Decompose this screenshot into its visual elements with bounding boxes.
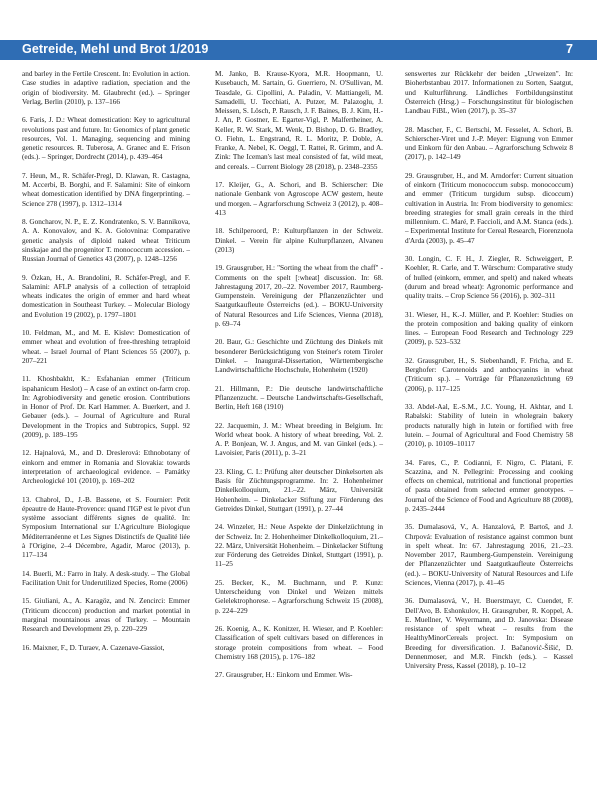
reference-entry: 27. Grausgruber, H.: Einkorn und Emmer. Wis- [215,671,353,680]
reference-column-right [405,70,573,681]
reference-entry: 32. Grausgruber, H., S. Siebenhandl, F. Fricha, and E. Berghofer: Carotenoids and anthocyanins in wheat (Triticum sp.). – Vorträge für Pflanzenzüchtung 69 (2006), p. 117–125 [405,356,573,393]
journal-title: Getreide, Mehl und Brot 1/2019 [22,42,209,56]
reference-entry: 34. Fares, C., P. Codianni, F. Nigro, C. Platani, F. Scazzina, and N. Pellegrini: Processing and cooking effects on chemical, nutritional and functional properties of pasta obtained from selected emmer genotypes. – Journal of the Science of Food and Agriculture 88 (2008), p. 2435–2444 [405,458,573,513]
page-number: 7 [566,42,573,56]
reference-entry: and barley in the Fertile Crescent. In: Evolution in action. Case studies in adaptive radiation, speciation and the origin of biodiversity. M. Glaubrecht (ed.). – Springer Verlag, Berlin (2010), p. 137–166 [22,70,190,106]
reference-entry: 18. Schilperoord, P.: Kulturpflanzen in der Schweiz. Dinkel. – Verein für alpine Kulturpflanzen, Alvaneu (2013) [215,227,383,254]
reference-entry: 21. Hillmann, P.: Die deutsche landwirtschaftliche Pflanzenzucht. – Deutsche Landwirtschafts-Gesellschaft, Berlin, Heft 168 (1910) [215,384,383,411]
reference-entry: 16. Maixner, F., D. Turaev, A. Cazenave-Gassiot, [22,643,165,652]
reference-entry: 29. Grausgruber, H., and M. Arndorfer: Current situation of einkorn (Triticum monococcum subsp. monococcum) and emmer (Triticum turgidum subsp. dicoccum) cultivation in Austria. In: From biodiversity to genomics: breeding strategies for small grain cereals in the third millennium. C. Maré, P. Faccioli, and A.M. Stanca (eds.). – Experimental Institute for Cereal Research, Fiorenzuola d'Arda (2003), p. 45–47 [405,171,573,245]
reference-entry: 24. Winzeler, H.: Neue Aspekte der Dinkelzüchtung in der Schweiz. In: 2. Hohenheimer Dinkelkolloquium, 21.–22. März, Universität Hohenheim. – Dinkelacker Stiftung zur Förderung des Getreides Dinkel, Stuttgart (1991), p. 11–25 [215,523,383,569]
reference-entry: 8. Goncharov, N. P., E. Z. Kondratenko, S. V. Bannikova, A. A. Konovalov, and K. A. Golovnina: Comparative genetic analysis of diploid naked wheat Triticum sinskajae and the progenitor T. monococcum accession. – Russian Journal of Genetics 43 (2007), p. 1248–1256 [22,218,190,263]
reference-entry: 17. Kleijer, G., A. Schori, and B. Schierscher: Die nationale Genbank von Agroscope ACW gestern, heute und morgen. – Agrarforschung Schweiz 3 (2012), p. 408–413 [215,181,383,217]
reference-entry: 13. Chabrol, D., J.-B. Bassene, et S. Fournier: Petit épeautre de Haute-Provence: quand l'IGP est le pivot d'un système associant différents signes de qualité. In: Symposium International sur L'Agriculture Biologique Méditerranéenne et Les Signes Distinctifs de Qualité liée à l'Origine, 2–4 Décembre, Agadir, Maroc (2013), p. 117–134 [22,495,190,559]
reference-entry: 36. Dumalasová, V., H. Buerstmayr, C. Cuendet, F. Dell'Avo, B. Eshonkulov, H. Grausgruber, R. Koppel, A. E. Muellner, V. Weyermann, and D. Janovska: Disease resistance of spelt wheat – results from the HealthyMinorCereals project. In: Symposium on Breeding for diversification. J. Bačanović-Šišić, D. Dennenmoser, and M.R. Finckh (eds.). – Kassel University Press, Kassel (2018), p. 10–12 [405,597,573,670]
reference-entry: M. Janko, B. Krause-Kyora, M.R. Hoopmann, U. Kusebauch, M. Sartain, G. Guerriero, N. O'Sullivan, M. Teasdale, G. Cipollini, A. Paladin, V. Mattiangeli, M. Samadelli, U. Tecchiati, A. Putzer, M. Palazoglu, J. Meissen, S. Lösch, P. Rausch, J. F. Baines, B. J. Kim, H.-J. An, P. Gostner, E. Egarter-Vigl, P. Malfertheiner, A. Keller, R. W. Stark, M. Wenk, D. Bishop, D. G. Bradley, O. Fiehn, L. Engstrand, R. L. Moritz, P. Doble, A. Franke, A. Nebel, K. Oeggl, T. Rattei, R. Grimm, and A. Zink: The Iceman's last meal consisted of fat, wild meat, and cereals. – Current Biology 28 (2018), p. 2348–2355 [215,70,383,171]
reference-entry: 20. Baur, G.: Geschichte und Züchtung des Dinkels mit besonderer Berücksichtigung von Steiner's rotem Tiroler Dinkel. – Inaugural-Dissertation, Württembergische Landwirtschaftliche Hochschule, Hohenheim (1920) [215,338,383,374]
reference-entry: senswertes zur Rückkehr der beiden „Urweizen". In: Bioherbstanbau 2017. Informationen zu Sorten, Saatgut, und Kulturführung. Ländliches Fortbildungsinstitut Österreich (Hrsg.) – Forschungsinstitut für biologischen Landbau FiBL, Wien (2017), p. 35–37 [405,70,573,115]
reference-entry: 10. Feldman, M., and M. E. Kislev: Domestication of emmer wheat and evolution of free-threshing tetraploid wheat. – Israel Journal of Plant Sciences 55 (2007), p. 207–221 [22,329,190,365]
reference-entry: 14. Buerli, M.: Farro in Italy. A desk-study. – The Global Facilitation Unit for Underutilized Species, Rome (2006) [22,569,190,587]
reference-entry: 35. Dumalasová, V., A. Hanzalová, P. Bartoš, and J. Chrpová: Evaluation of resistance against common bunt in spelt wheat. In: 67. Jahrestagung 2016, 21.–23. November 2017, Raumberg-Gumpenstein. Vereinigung der Pflanzenzüchter und Saatgutkaufleute Österreichs (ed.). – BOKU-University of Natural Resources and Life Sciences, Vienna (2017), p. 41–45 [405,523,573,587]
reference-entry: 7. Heun, M., R. Schäfer-Pregl, D. Klawan, R. Castagna, M. Accerbi, B. Borghi, and F. Salamini: Site of einkorn wheat domestication identified by DNA fingerprinting. – Science 278 (1997), p. 1312–1314 [22,171,190,208]
reference-entry: 33. Abdel-Aal, E.-S.M., J.C. Young, H. Akhtar, and I. Rabalski: Stability of lutein in wholegrain bakery products naturally high in lutein or fortified with free lutein. – Journal of Agricultural and Food Chemistry 58 (2010), p. 10109–10117 [405,403,573,448]
reference-entry: 30. Longin, C. F. H., J. Ziegler, R. Schweiggert, P. Koehler, R. Carle, and T. Würschum: Comparative study of hulled (einkorn, emmer, and spelt) and naked wheats (durum and bread wheat): Agronomic performance and quality traits. – Crop Science 56 (2016), p. 302–311 [405,255,573,300]
reference-column-left [22,70,190,662]
reference-entry: 23. Kling, C. I.: Prüfung alter deutscher Dinkelsorten als Basis für Züchtungsprogramme. In: 2. Hohenheimer Dinkelkolloquium, 21.–22. März, Universität Hohenheim. – Dinkelacker Stiftung zur Förderung des Getreides Dinkel, Stuttgart (1991), p. 27–44 [215,467,383,513]
reference-entry: 6. Faris, J. D.: Wheat domestication: Key to agricultural revolutions past and future. In: Genomics of plant genetic resources, Vol. 1. Managing, sequencing and mining genetic resources. R. Tuberosa, A. Granec and E. Frison (eds.). – Springer, Dordrecht (2014), p. 439–464 [22,116,190,162]
reference-entry: 12. Hajnalová, M., and D. Dreslerová: Ethnobotany of einkorn and emmer in Romania and Slovakia: towards interpretation of archaeological evidence. – Památky Archeologické 101 (2010), p. 169–202 [22,449,190,485]
reference-entry: 9. Özkan, H., A. Brandolini, R. Schäfer-Pregl, and F. Salamini: AFLP analysis of a collection of tetraploid wheats indicates the origin of emmer and hard wheat domestication in Southeast Turkey. – Molecular Biology and Evolution 19 (2002), p. 1797–1801 [22,273,190,319]
reference-entry: 11. Khoshbakht, K.: Esfahanian emmer (Triticum ispahanicum Heslot) – A case of an extinct on-farm crop. In: Agrobiodiversity and genetic erosion. Contributions in Honor of Prof. Dr. Karl Hammer. A. Buerkert, and J. Gebauer (eds.). – Journal of Agriculture and Rural Development in the Tropics and Subtropics, Suppl. 92 (2009), p. 189–195 [22,375,190,439]
reference-entry: 15. Giuliani, A., A. Karagöz, and N. Zencirci: Emmer (Triticum dicoccon) production and market potential in marginal mountainous areas of Turkey. – Mountain Research and Development 29, p. 220–229 [22,597,190,633]
reference-entry: 31. Wieser, H., K.-J. Müller, and P. Koehler: Studies on the protein composition and baking quality of einkorn lines. – European Food Research and Technology 229 (2009), p. 523–532 [405,310,573,347]
reference-column-middle [215,70,383,690]
reference-entry: 25. Becker, K., M. Buchmann, und P. Kunz: Unterscheidung von Dinkel und Weizen mittels Gelelektrophorese. – Agrarforschung Schweiz 15 (2008), p. 224–229 [215,578,383,615]
reference-entry: 28. Mascher, F., C. Bertschi, M. Fesselet, A. Schori, B. Schierscher-Viret und J.-P. Meyer: Eignung von Emmer und Einkorn für den Anbau. – Agrarforschung Schweiz 8 (2017), p. 142–149 [405,125,573,162]
reference-entry: 26. Koenig, A., K. Konitzer, H. Wieser, and P. Koehler: Classification of spelt cultivars based on differences in storage protein compositions from wheat. – Food Chemistry 168 (2015), p. 176–182 [215,625,383,661]
journal-header-bar [0,40,597,60]
reference-entry: 19. Grausgruber, H.: "Sorting the wheat from the chaff" - Comments on the spelt [:wheat] discussion. In: 68. Jahrestagung 2017, 20.–22. November 2017, Raumberg-Gumpenstein. Vereinigung der Pflanzenzüchter und Saatgutkaufleute Österreichs (ed.). – BOKU-University of Natural Resources and Life Sciences, Vienna (2018), p. 69–74 [215,264,383,328]
reference-entry: 22. Jacquemin, J. M.: Wheat breeding in Belgium. In: World wheat book. A history of wheat breeding, Vol. 2. A. P. Bonjean, W. J. Angus, and M. van Ginkel (eds.). – Lavoisier, Paris (2011), p. 3–21 [215,421,383,458]
